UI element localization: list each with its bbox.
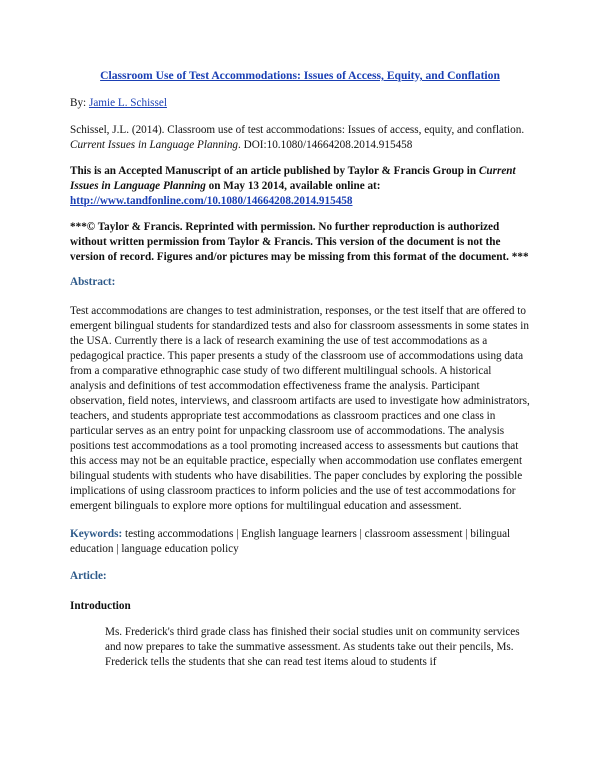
- citation-journal: Current Issues in Language Planning: [70, 139, 239, 151]
- accepted-journal: Current Issues in Language Planning: [70, 165, 516, 192]
- tandfonline-link[interactable]: http://www.tandfonline.com/10.1080/14664208.2014.915458: [70, 195, 353, 207]
- citation-doi: . DOI:10.1080/14664208.2014.915458: [238, 139, 413, 151]
- abstract-heading: Abstract:: [70, 276, 116, 288]
- article-title-link[interactable]: Classroom Use of Test Accommodations: Issues of Access, Equity, and Conflation: [100, 69, 500, 82]
- keywords-label: Keywords:: [70, 528, 123, 540]
- abstract-text: Test accommodations are changes to test administration, responses, or the test itself that are offered to emergent bilingual students for standardized tests and also for classroom assessments in some states in the USA. Currently there is a lack of research examining the use of test accommodations as a pedagogical practice. This paper presents a study of the classroom use of accommodations using data from a comparative ethnographic case study of two different multilingual schools. A historical analysis and definitions of test accommodation effectiveness frame the analysis. Participant observation, field notes, interviews, and classroom artifacts are used to investigate how administrators, teachers, and students appropriate test accommodations as classroom practices and one class in particular serves as an entry point for unpacking classroom use of accommodations. The analysis positions test accommodations as a tool promoting increased access to assessments but cautions that this access may not be an equitable practice, especially when accommodation use conflates emergent bilingual students with students who have disabilities. The paper concludes by exploring the possible implications of using classroom practices to inform policies and the use of test accommodations for emergent bilinguals to explore more options for multilingual education and assessment.: [70, 305, 530, 512]
- citation-text: Schissel, J.L. (2014). Classroom use of test accommodations: Issues of access, equity, and conflation.: [70, 124, 525, 136]
- accepted-manuscript-notice: [70, 164, 530, 209]
- article-heading: Article:: [70, 570, 107, 582]
- keywords-text: testing accommodations | English language learners | classroom assessment | bilingual education | language education policy: [70, 528, 511, 555]
- intro-paragraph: Ms. Frederick's third grade class has finished their social studies unit on community services and now prepares to take the summative assessment. As students take out their pencils, Ms. Frederick tells the students that she can read test items aloud to students if: [105, 626, 520, 668]
- introduction-heading: Introduction: [70, 600, 131, 612]
- author-line: [70, 96, 530, 111]
- citation: [70, 123, 530, 153]
- accepted-text: This is an Accepted Manuscript of an article published by Taylor & Francis Group in: [70, 165, 477, 177]
- copyright-notice: ***© Taylor & Francis. Reprinted with permission. No further reproduction is authorized without written permission from Taylor & Francis. This version of the document is not the version of record. Figures and/or pictures may be missing from this format of the document. ***: [70, 221, 529, 263]
- by-label: By:: [70, 97, 87, 109]
- document-content: [70, 68, 530, 670]
- accepted-date: on May 13 2014, available online at:: [208, 180, 381, 192]
- keywords: [70, 527, 530, 557]
- author-link[interactable]: Jamie L. Schissel: [88, 97, 167, 109]
